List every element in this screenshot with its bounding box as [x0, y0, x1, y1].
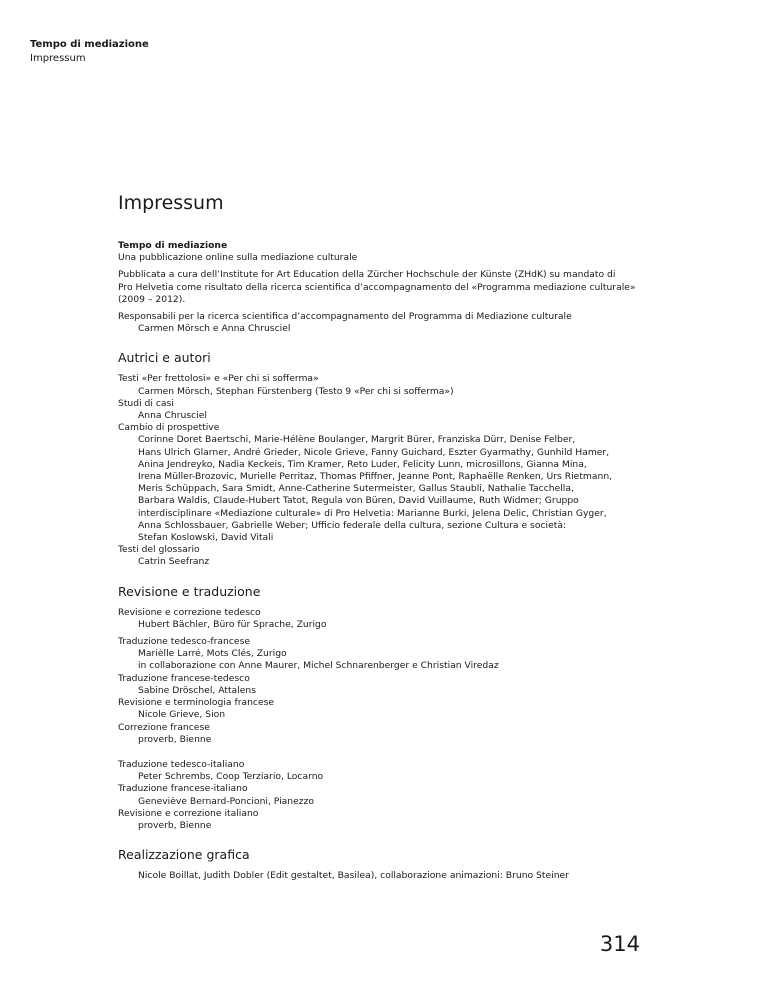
credit-label: Traduzione francese-italiano	[118, 783, 248, 795]
credit-label: Traduzione tedesco-francese	[118, 636, 251, 648]
revision-block-italian	[118, 759, 658, 832]
publication-title: Tempo di mediazione	[118, 240, 228, 251]
credit-label: Revisione e correzione tedesco	[118, 606, 261, 618]
running-head-subtitle: Impressum	[30, 53, 86, 64]
credit-line: Irena Müller-Brozovic, Murielle Perritaz, Thomas Pfiffner, Jeanne Pont, Raphaëlle Renken, Urs Rietmann,	[138, 471, 613, 483]
credit-label: Traduzione tedesco-italiano	[118, 758, 245, 770]
text-line: (2009 – 2012).	[118, 293, 186, 305]
credit-line: Meris Schüppach, Sara Smidt, Anne-Catherine Sutermeister, Gallus Staubli, Nathalie Tacchella,	[138, 483, 574, 495]
credit-line: Geneviève Bernard-Poncioni, Pianezzo	[138, 795, 315, 807]
credit-line: Hans Ulrich Glarner, André Grieder, Nicole Grieve, Fanny Guichard, Eszter Gyarmathy, Gunhild Hamer,	[138, 446, 610, 458]
credit-line: Catrin Seefranz	[138, 556, 210, 568]
credit-label: Studi di casi	[118, 397, 174, 409]
revision-heading: Revisione e traduzione	[118, 583, 261, 599]
main-content	[118, 190, 658, 882]
credit-line: Sabine Dröschel, Attalens	[138, 684, 256, 696]
credit-line: Marièlle Larré, Mots Clés, Zurigo	[138, 648, 287, 660]
credit-line: Hubert Bächler, Büro für Sprache, Zurigo	[138, 618, 327, 630]
graphic-heading: Realizzazione grafica	[118, 847, 250, 863]
running-head	[30, 38, 149, 66]
publisher-statement	[118, 269, 658, 306]
credit-label: Revisione e terminologia francese	[118, 697, 275, 709]
revision-block-german	[118, 607, 658, 631]
credit-label: Revisione e correzione italiano	[118, 807, 259, 819]
credit-line: Anna Chrusciel	[138, 410, 207, 422]
responsabili-names: Carmen Mörsch e Anna Chrusciel	[138, 323, 291, 335]
responsabili-label: Responsabili per la ricerca scientifica d’accompagnamento del Programma di Mediazione culturale	[118, 311, 572, 323]
text-line: Pubblicata a cura dell’Institute for Art Education della Zürcher Hochschule der Künste (ZHdK) su mandato di	[118, 269, 616, 281]
running-head-title: Tempo di mediazione	[30, 39, 149, 50]
page-title: Impressum	[118, 192, 224, 214]
credit-line: Barbara Waldis, Claude-Hubert Tatot, Regula von Büren, David Vuillaume, Ruth Widmer; Gruppo	[138, 495, 579, 507]
credit-line: interdisciplinare «Mediazione culturale» di Pro Helvetia: Marianne Burki, Jelena Delic, Christian Gyger,	[138, 507, 607, 519]
publication-subtitle: Una pubblicazione online sulla mediazione culturale	[118, 252, 358, 264]
credit-line: proverb, Bienne	[138, 819, 212, 831]
credit-line: Anina Jendreyko, Nadia Keckeis, Tim Kramer, Reto Luder, Felicity Lunn, microsillons, Gianna Mina,	[138, 458, 587, 470]
revision-block-french	[118, 636, 658, 746]
responsabili	[118, 311, 658, 335]
credit-line: Anna Schlossbauer, Gabrielle Weber; Ufficio federale della cultura, sezione Cultura e società:	[138, 519, 567, 531]
credit-line: Nicole Grieve, Sion	[138, 709, 226, 721]
page-number: 314	[599, 932, 640, 956]
authors-heading: Autrici e autori	[118, 350, 211, 366]
credit-line: Stefan Koslowski, David Vitali	[138, 532, 274, 544]
text-line: Pro Helvetia come risultato della ricerca scientifica d’accompagnamento del «Programma mediazione culturale»	[118, 281, 636, 293]
credit-label: Cambio di prospettive	[118, 422, 220, 434]
graphic-credit: Nicole Boillat, Judith Dobler (Edit gestaltet, Basilea), collaborazione animazioni: Bruno Steiner	[138, 870, 569, 882]
publication-info	[118, 240, 658, 264]
credit-label: Testi del glossario	[118, 544, 200, 556]
credit-line: Carmen Mörsch, Stephan Fürstenberg (Testo 9 «Per chi si sofferma»)	[138, 385, 454, 397]
credit-line: in collaborazione con Anne Maurer, Michel Schnarenberger e Christian Viredaz	[138, 660, 499, 672]
credit-line: Peter Schrembs, Coop Terziario, Locarno	[138, 771, 324, 783]
credit-label: Traduzione francese-tedesco	[118, 672, 250, 684]
credit-label: Testi «Per frettolosi» e «Per chi si sofferma»	[118, 373, 319, 385]
credit-line: Corinne Doret Baertschi, Marie-Hélène Boulanger, Margrit Bürer, Franziska Dürr, Denise Felber,	[138, 434, 576, 446]
credit-line: proverb, Bienne	[138, 733, 212, 745]
authors-list	[118, 373, 658, 568]
credit-label: Correzione francese	[118, 721, 210, 733]
